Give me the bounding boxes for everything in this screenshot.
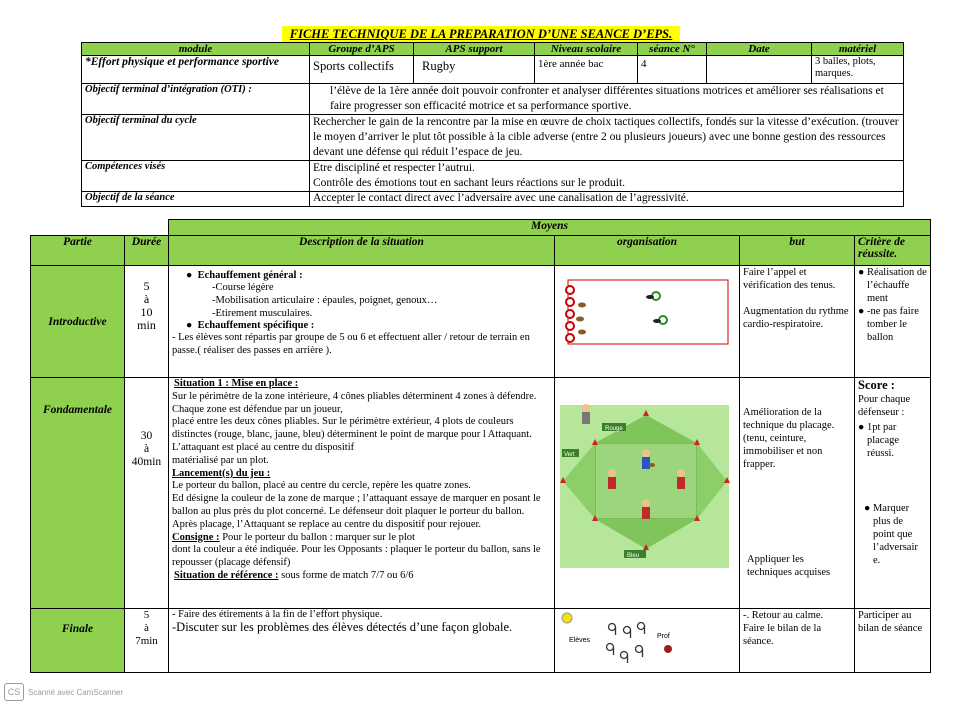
but-fondamentale [740, 378, 855, 609]
plan-header-row [31, 236, 931, 266]
camscanner-logo-icon: CS [4, 683, 24, 701]
header-materiel: matériel [812, 43, 904, 56]
otc-text: Rechercher le gain de la rencontre par la mise en œuvre de choix tactiques collectifs, fondés sur la vitesse d’exécution. (trouver le moyen d’arriver le plut tôt possible à la cible adverse (entre 2 ou plusieurs joueurs) avec une bonne gestion des ressources devant une défense qui réduit l’espace de jeu. [310, 115, 904, 161]
finale-line-1: - Faire des étirements à la fin de l’effort physique. [172, 609, 383, 620]
info-table [81, 42, 904, 207]
aps-value: Rugby [414, 56, 535, 84]
header-partie: Partie [31, 236, 125, 266]
students-icon [607, 623, 645, 664]
echauffement-specifique-title: Echauffement spécifique : [197, 320, 315, 331]
plan-table [30, 219, 931, 673]
row-fondamentale [31, 378, 931, 609]
reference-text: sous forme de match 7/7 ou 6/6 [278, 569, 414, 581]
critere-intro-2: -ne pas faire tomber le ballon [866, 306, 919, 343]
moyens-row [31, 220, 931, 236]
cooldown-diagram [555, 609, 740, 669]
partie-introductive: Introductive [31, 266, 125, 378]
watermark-text: Scanné avec CamScanner [28, 687, 124, 697]
competences-row [82, 161, 904, 192]
materiel-value: 3 balles, plots, marques. [812, 56, 904, 84]
critere-intro-1: Réalisation de l’échauffe ment [866, 267, 927, 304]
date-value [707, 56, 812, 84]
duree-fondamentale: 30 à 40min [125, 378, 169, 609]
critere-introductive [855, 266, 931, 378]
but-fond-2: Appliquer les techniques acquises [747, 554, 831, 578]
ball-icon [562, 613, 572, 623]
objectif-row [82, 192, 904, 207]
organisation-introductive [555, 266, 740, 378]
description-finale [169, 609, 555, 673]
objectif-text: Accepter le contact direct avec l’adversaire avec une canalisation de l’agressivité. [310, 192, 904, 207]
consigne-title: Consigne : [172, 531, 220, 543]
description-introductive [169, 266, 555, 378]
bullet-icon: ● [186, 270, 193, 281]
header-but: but [740, 236, 855, 266]
warmup-diagram [558, 266, 737, 374]
header-aps: APS support [414, 43, 535, 56]
field-outline [568, 280, 728, 344]
critere-fondamentale [855, 378, 931, 609]
defender-icon [646, 292, 667, 324]
header-niveau: Niveau scolaire [535, 43, 638, 56]
competences-text: Etre discipliné et respecter l’autrui. Contrôle des émotions tout en sachant leurs réactions sur le produit. [310, 161, 904, 192]
duree-finale: 5 à 7min [125, 609, 169, 673]
header-date: Date [707, 43, 812, 56]
but-finale: -. Retour au calme. Faire le bilan de la séance. [740, 609, 855, 673]
but-introductive: Faire l’appel et vérification des tenus. Augmentation du rythme cardio-respiratoire. [740, 266, 855, 378]
sheet-title: FICHE TECHNIQUE DE LA PREPARATION D’UNE SEANCE D’EPS. [282, 26, 680, 42]
oti-label: Objectif terminal d’intégration (OTI) : [82, 84, 310, 115]
players-group-icon [566, 286, 586, 342]
header-module: module [82, 43, 310, 56]
module-value: *Effort physique et performance sportive [82, 56, 310, 84]
header-seance: séance N° [638, 43, 707, 56]
seance-value: 4 [638, 56, 707, 84]
description-fondamentale [169, 378, 555, 609]
echauffement-specifique-text: - Les élèves sont répartis par groupe de 5 ou 6 et effectuent aller / retour de terrain en passe.( réaliser des passes en arrière ). [172, 332, 530, 356]
objectif-label: Objectif de la séance [82, 192, 310, 207]
label-bleu: Bleu [627, 553, 640, 559]
echauffement-general-title: Echauffement général : [197, 270, 303, 281]
label-rouge: Rouge [605, 426, 623, 432]
info-header-row [82, 43, 904, 56]
groupe-value: Sports collectifs [310, 56, 414, 84]
score-title: Score : [858, 378, 895, 392]
header-description: Description de la situation [169, 236, 555, 266]
critere-finale: Participer au bilan de séance [855, 609, 931, 673]
header-organisation: organisation [555, 236, 740, 266]
duree-introductive: 5 à 10 min [125, 266, 169, 378]
otc-label: Objectif terminal du cycle [82, 115, 310, 161]
partie-finale: Finale [31, 609, 125, 673]
lancement-title: Lancement(s) du jeu : [172, 467, 271, 479]
organisation-finale [555, 609, 740, 673]
label-vert: Vert [564, 452, 575, 458]
row-introductive [31, 266, 931, 378]
reference-title: Situation de référence : [174, 569, 279, 581]
critere-fond-1: 1pt par placage réussi. [866, 422, 900, 459]
header-critere: Critère de réussite. [855, 236, 931, 266]
otc-row [82, 115, 904, 161]
partie-fondamentale: Fondamentale [31, 378, 125, 609]
header-duree: Durée [125, 236, 169, 266]
competences-label: Compétences visés [82, 161, 310, 192]
oti-row [82, 84, 904, 115]
but-fond-1: Amélioration de la technique du placage.(tenu, ceinture, immobiliser et non frapper. [743, 407, 835, 470]
label-prof: Prof [657, 633, 670, 640]
header-groupe: Groupe d’APS [310, 43, 414, 56]
label-eleves: Elèves [569, 637, 591, 644]
situation-text: Sur le périmètre de la zone intérieure, 4 cônes pliables déterminent 4 zones à défendre. Chaque zone est défendue par un joueur, placé entre les deux cônes pliables. Sur le périmètre extérieur, 4 plots de couleurs distinctes (rouge, blanc, jaune, bleu) déterminent le point de marque pour l Attaquant. L’attaquant est placé au centre du dispositif matérialisé par un plot. [172, 390, 537, 466]
lancement-text: Le porteur du ballon, placé au centre du cercle, repère les quatre zones. Ed désigne la couleur de la zone de marque ; l’attaquant essaye de marquer en posant le ballon au plus près du plot concerné. Le défenseur doit plaquer le porteur du ballon. Après placage, l’Attaquant se replace au centre du dispositif pour rejouer. [172, 480, 541, 530]
consigne-text: Pour le porteur du ballon : marquer sur le plot dont la couleur a été indiquée. Pour les Opposants : plaquer le porteur du ballon, sans le repousser (placage défensif) [172, 531, 541, 569]
info-values-row [82, 56, 904, 84]
oti-text: l’élève de la 1ère année doit pouvoir confronter et analyser différentes situations motrices et améliorer ses réalisations et faire progresser son efficacité motrice et sa performance sportive. [310, 84, 904, 115]
tackle-zone-diagram [555, 393, 740, 573]
organisation-fondamentale [555, 378, 740, 609]
score-subtitle: Pour chaque défenseur : [858, 394, 911, 418]
bullet-icon: ● [858, 267, 867, 278]
scanner-watermark [4, 682, 154, 702]
bullet-icon: ● [858, 306, 867, 317]
echauffement-general-items: -Course légère -Mobilisation articulaire : épaules, poignet, genoux… -Etirement musculaires. [212, 282, 438, 319]
moyens-header: Moyens [169, 220, 931, 236]
finale-line-2: -Discuter sur les problèmes des élèves détectés d’une façon globale. [172, 620, 513, 634]
bullet-icon: ● [858, 422, 867, 433]
niveau-value: 1ère année bac [535, 56, 638, 84]
bullet-icon: ● [864, 503, 873, 514]
critere-fond-2: Marquer plus de point que l’adversair e. [872, 503, 918, 566]
bullet-icon: ● [186, 320, 193, 331]
row-finale [31, 609, 931, 673]
situation-title: Situation 1 : Mise en place : [174, 378, 299, 389]
teacher-icon [664, 645, 672, 653]
